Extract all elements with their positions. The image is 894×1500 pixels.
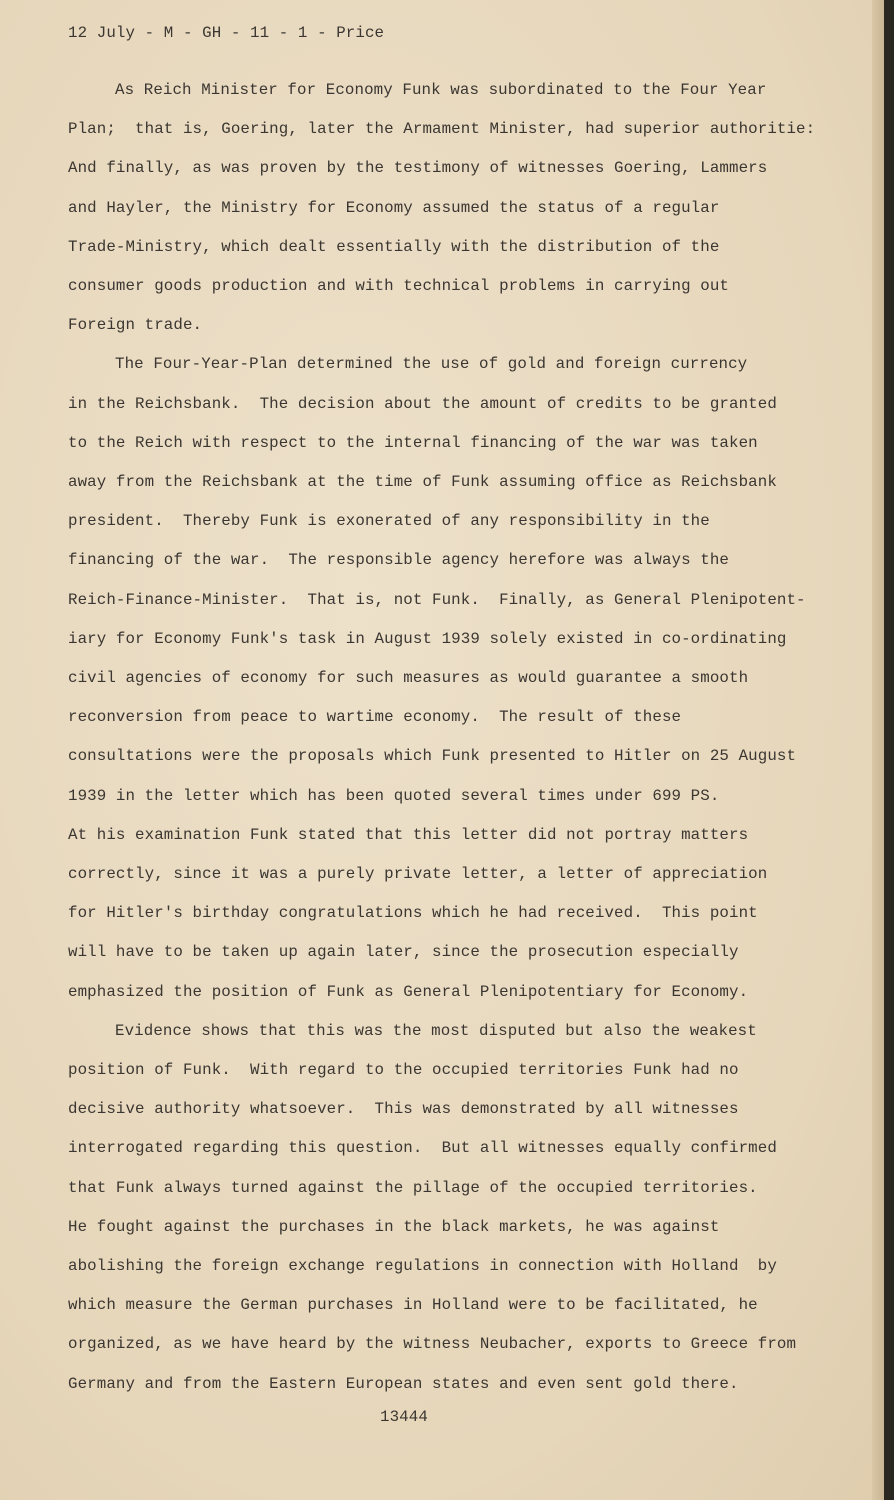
text-line: As Reich Minister for Economy Funk was subordinated to the Four Year <box>115 81 767 99</box>
text-line: emphasized the position of Funk as General Plenipotentiary for Economy. <box>68 982 749 1001</box>
text-line: Reich-Finance-Minister. That is, not Funk. Finally, as General Plenipotent- <box>68 590 806 609</box>
page-number: 13444 <box>380 1408 428 1426</box>
text-line: correctly, since it was a purely private letter, a letter of appreciation <box>68 865 768 883</box>
text-line: in the Reichsbank. The decision about the amount of credits to be granted <box>68 394 777 413</box>
text-line: Evidence shows that this was the most disputed but also the weakest <box>115 1021 757 1040</box>
text-line: which measure the German purchases in Holland were to be facilitated, he <box>68 1296 758 1315</box>
text-line: civil agencies of economy for such measures as would guarantee a smooth <box>68 669 749 687</box>
text-line: and Hayler, the Ministry for Economy assumed the status of a regular <box>68 198 720 217</box>
text-line: will have to be taken up again later, since the prosecution especially <box>68 943 739 962</box>
text-line: Trade-Ministry, which dealt essentially with the distribution of the <box>68 237 720 256</box>
text-line: position of Funk. With regard to the occupied territories Funk had no <box>68 1061 739 1079</box>
text-line: At his examination Funk stated that this letter did not portray matters <box>68 825 749 844</box>
text-line: away from the Reichsbank at the time of Funk assuming office as Reichsbank <box>68 473 777 491</box>
text-line: And finally, as was proven by the testimony of witnesses Goering, Lammers <box>68 159 768 178</box>
page-header: 12 July - M - GH - 11 - 1 - Price <box>68 24 385 42</box>
text-line: abolishing the foreign exchange regulations in connection with Holland by <box>68 1257 777 1275</box>
text-line: consumer goods production and with technical problems in carrying out <box>68 277 729 295</box>
text-line: Germany and from the Eastern European states and even sent gold there. <box>68 1374 739 1393</box>
text-line: president. Thereby Funk is exonerated of any responsibility in the <box>68 512 710 531</box>
text-line: interrogated regarding this question. But all witnesses equally confirmed <box>68 1139 777 1158</box>
text-line: 1939 in the letter which has been quoted several times under 699 PS. <box>68 786 720 805</box>
text-line: The Four-Year-Plan determined the use of gold and foreign currency <box>115 355 748 374</box>
text-line: financing of the war. The responsible agency herefore was always the <box>68 551 729 570</box>
text-line: organized, as we have heard by the witness Neubacher, exports to Greece from <box>68 1335 797 1354</box>
text-line: iary for Economy Funk's task in August 1939 solely existed in co-ordinating <box>68 629 787 648</box>
text-line: that Funk always turned against the pillage of the occupied territories. <box>68 1178 758 1197</box>
text-line: to the Reich with respect to the internal financing of the war was taken <box>68 433 758 452</box>
page-edge <box>872 0 884 1500</box>
text-line: Foreign trade. <box>68 316 203 335</box>
text-line: consultations were the proposals which Funk presented to Hitler on 25 August <box>68 747 797 766</box>
text-line: decisive authority whatsoever. This was demonstrated by all witnesses <box>68 1100 739 1119</box>
text-line: He fought against the purchases in the black markets, he was against <box>68 1217 720 1236</box>
text-line: for Hitler's birthday congratulations which he had received. This point <box>68 904 758 923</box>
text-line: reconversion from peace to wartime economy. The result of these <box>68 708 682 727</box>
text-line: Plan; that is, Goering, later the Armament Minister, had superior authoritie: <box>68 120 816 139</box>
